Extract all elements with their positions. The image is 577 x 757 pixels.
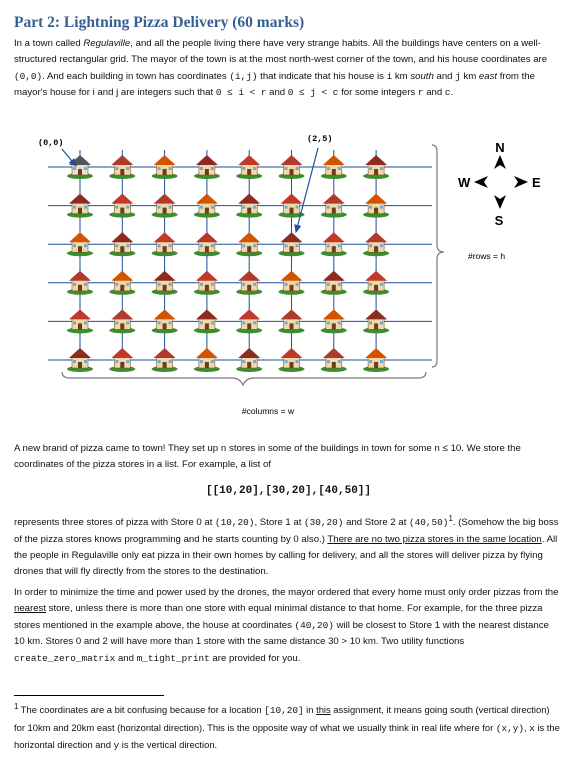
- compass-south: S: [494, 213, 504, 228]
- columns-label: #columns = w: [241, 406, 295, 416]
- east-arrow-icon: [514, 176, 528, 188]
- footnote-ref[interactable]: 1: [448, 514, 453, 523]
- section-title: Part 2: Lightning Pizza Delivery (60 marks): [14, 14, 305, 31]
- target-arrow: [296, 148, 318, 232]
- footnote-divider: [14, 695, 164, 696]
- nearest-store-paragraph: In order to minimize the time and power used by the drones, the mayor ordered that every home must only order pizzas from the nearest store, unless there is more than one store with equal minimal distance to that home. For example, for the three pizza stores mentioned in the example above, the house at coordinates (40,20) will be closest to Store 1 with the nearest distance 10 km. Stores 0 and 2 will have more than 1 store with the same distance 30 > 10 km. Two utility functions create_zero_matrix and m_tight_print are provided for you.: [14, 587, 559, 664]
- target-label: (2,5): [307, 134, 333, 144]
- footnote: $^1$ The coordinates are a bit confusing because for a location [10,20] in this assignment, it means going south (vertical direction) for 10km and 20km east (horizontal direction). This is the opposite way of what we usually think in real life where for (x,y), x is the horizontal direction and y is the vertical direction.: [14, 702, 560, 751]
- origin-arrow: [62, 149, 76, 166]
- compass-east: E: [532, 175, 541, 190]
- north-arrow-icon: [494, 155, 506, 169]
- west-arrow-icon: [474, 176, 488, 188]
- south-arrow-icon: [494, 195, 506, 209]
- grid-lines: [48, 150, 432, 368]
- stores-paragraph: A new brand of pizza came to town! They set up n stores in some of the buildings in town for some n ≤ 10. We store the coordinates of the pizza stores in a list. For example, a list of: [14, 443, 521, 471]
- rows-label: #rows = h: [468, 251, 506, 261]
- store-locations-paragraph: represents three stores of pizza with Store 0 at (10,20), Store 1 at (30,20) and Store 2 at $(40,50)^1$. (Somehow the big boss of the pizza stores knows programming and he starts counting by 0 also.) There are no two pizza stores in the same location. All the people in Regulaville only eat pizza in their own homes by calling for delivery, and all the stores will deliver pizza by flying drones that will fly directly from the stores to the destination.: [14, 514, 559, 578]
- origin-label: (0,0): [38, 138, 64, 148]
- columns-brace: [62, 372, 426, 385]
- compass: [458, 140, 541, 228]
- rows-brace: [432, 145, 444, 367]
- intro-paragraph: In a town called Regulaville, and all the people living there have very strange habits. All the buildings have centers on a well-structured rectangular grid. The mayor of the town is at the most north-west corner of the town, and his house coordinates are (0,0). And each building in town has coordinates (i,j) that indicate that his house is i km south and j km east from the mayor's house for i and j are integers such that 0 ≤ i < r and 0 ≤ j < c for some integers r and c.: [14, 38, 548, 99]
- compass-north: N: [495, 140, 505, 155]
- store-list-example: [[10,20],[30,20],[40,50]]: [205, 485, 372, 497]
- houses-layer: [67, 155, 389, 372]
- compass-west: W: [458, 175, 471, 190]
